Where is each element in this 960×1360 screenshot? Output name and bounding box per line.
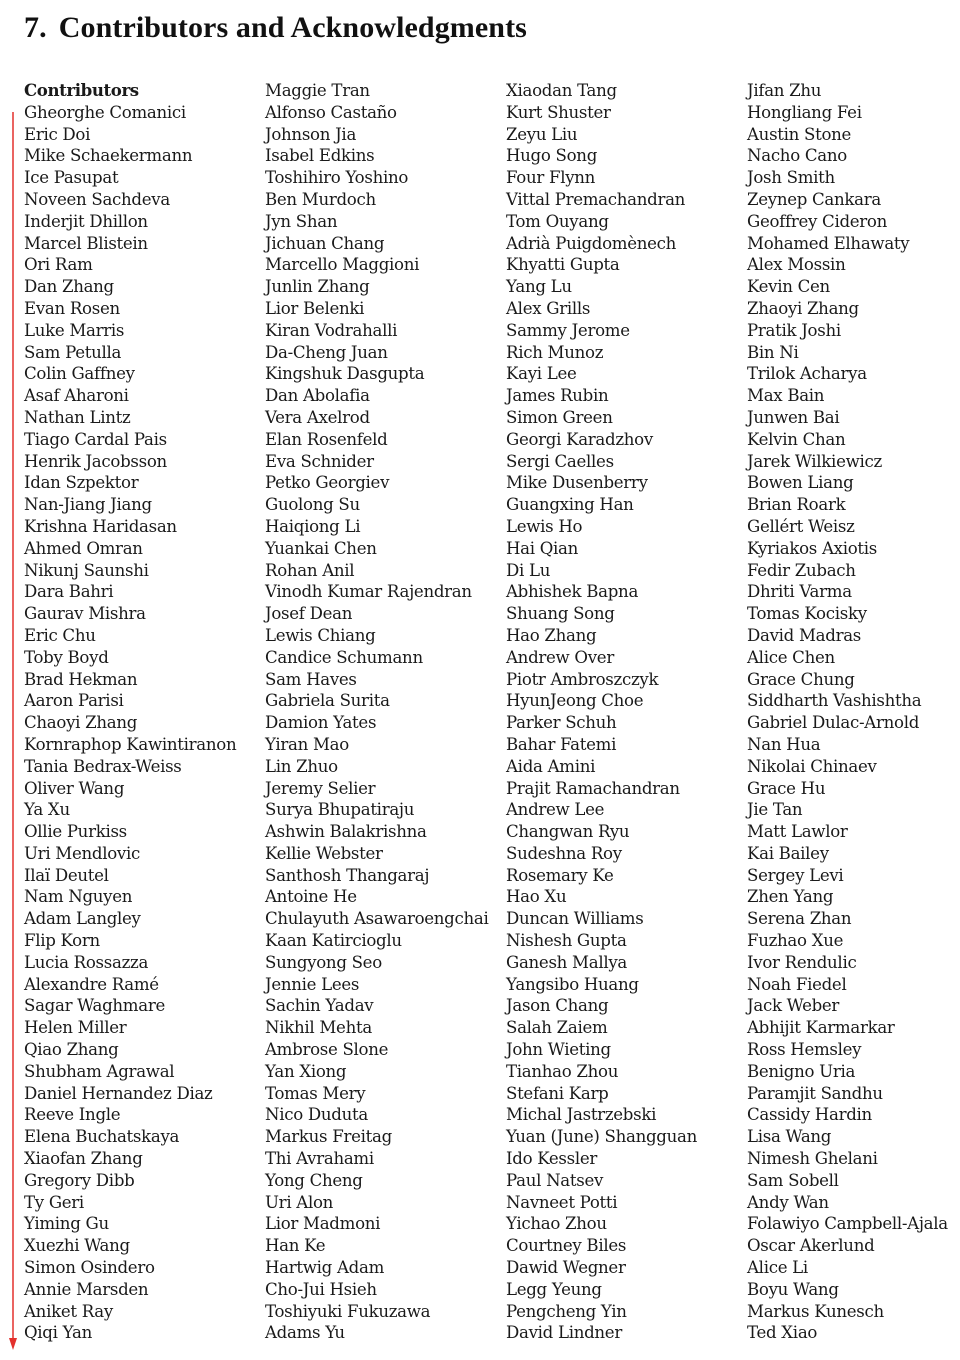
contributor-name: Toby Boyd (24, 647, 109, 667)
contributor-name: Stefani Karp (506, 1083, 609, 1103)
contributor-name: Evan Rosen (24, 298, 120, 318)
contributor-name: Nathan Lintz (24, 407, 131, 427)
contributor-name: Jyn Shan (265, 211, 338, 231)
contributor-name: Jeremy Selier (265, 778, 376, 798)
contributor-name: Serena Zhan (747, 909, 852, 929)
contributor-name: Ilaï Deutel (24, 865, 109, 885)
contributor-name: Idan Szpektor (24, 473, 139, 493)
contributor-name: Zhaoyi Zhang (747, 298, 859, 318)
contributor-name: Lucia Rossazza (24, 952, 149, 972)
contributor-name: Benigno Uria (747, 1061, 856, 1081)
contributor-name: Santhosh Thangaraj (265, 865, 430, 885)
contributor-name: Nikunj Saunshi (24, 560, 149, 580)
contributor-name: Antoine He (265, 887, 357, 907)
contributor-name: Mike Schaekermann (24, 146, 193, 166)
contributor-name: Simon Green (506, 407, 613, 427)
contributor-name: Sammy Jerome (506, 320, 630, 340)
contributor-name: Han Ke (265, 1236, 326, 1256)
section-number: 7. (24, 11, 47, 44)
contributor-name: Junlin Zhang (265, 277, 370, 297)
contributor-name: Toshiyuki Fukuzawa (265, 1301, 431, 1321)
contributor-name: Gabriela Surita (265, 691, 390, 711)
contributor-name: Jason Chang (506, 996, 609, 1016)
contributor-name: Simon Osindero (24, 1258, 155, 1278)
contributor-name: Ben Murdoch (265, 189, 376, 209)
contributor-name: Damion Yates (265, 713, 377, 733)
contributor-name: Cho-Jui Hsieh (265, 1279, 377, 1299)
contributor-name: Chulayuth Asawaroengchai (265, 909, 489, 929)
contributor-name: Kai Bailey (747, 843, 829, 863)
contributor-name: Nimesh Ghelani (747, 1149, 878, 1169)
contributor-name: Yuankai Chen (265, 538, 377, 558)
contributor-name: Eva Schnider (265, 451, 374, 471)
section-heading: Contributors and Acknowledgments (58, 11, 527, 44)
contributor-name: Geoffrey Cideron (747, 211, 888, 231)
contributor-name: Vera Axelrod (265, 407, 370, 427)
contributor-name: Flip Korn (24, 931, 100, 951)
contributor-name: Oliver Wang (24, 778, 125, 798)
contributor-name: Nishesh Gupta (506, 931, 627, 951)
contributor-name: Tomas Mery (265, 1083, 366, 1103)
contributor-name: Jack Weber (747, 996, 840, 1016)
contributor-name: Gregory Dibb (24, 1170, 135, 1190)
contributor-name: Lewis Ho (506, 516, 583, 536)
contributor-name: Paul Natsev (506, 1170, 604, 1190)
contributor-name: James Rubin (506, 386, 609, 406)
contributor-name: Hao Xu (506, 887, 567, 907)
contributor-name: Ori Ram (24, 255, 93, 275)
contributor-name: Kelvin Chan (747, 429, 846, 449)
contributor-name: Dan Abolafia (265, 386, 370, 406)
contributor-name: Abhishek Bapna (506, 582, 639, 602)
contributor-name: Petko Georgiev (265, 473, 390, 493)
contributor-name: Qiao Zhang (24, 1040, 119, 1060)
contributor-name: Jichuan Chang (265, 233, 385, 253)
contributor-name: Pengcheng Yin (506, 1301, 627, 1321)
contributor-name: Yichao Zhou (506, 1214, 607, 1234)
contributor-name: Daniel Hernandez Diaz (24, 1083, 213, 1103)
contributor-name: Ty Geri (24, 1192, 84, 1212)
contributor-name: Ross Hemsley (747, 1040, 862, 1060)
contributor-name: Hugo Song (506, 146, 598, 166)
contributor-name: David Lindner (506, 1323, 622, 1343)
contributor-name: Di Lu (506, 560, 551, 580)
contributor-name: Adams Yu (265, 1323, 345, 1343)
contributor-name: Marcel Blistein (24, 233, 148, 253)
contributor-name: Ya Xu (24, 800, 70, 820)
contributor-name: Yiran Mao (265, 734, 349, 754)
contributor-name: Andrew Over (506, 647, 614, 667)
contributor-name: Sachin Yadav (265, 996, 374, 1016)
contributor-name: Folawiyo Campbell-Ajala (747, 1214, 948, 1234)
contributor-name: Siddharth Vashishtha (747, 691, 922, 711)
contributor-name: Inderjit Dhillon (24, 211, 148, 231)
contributor-name: Kiran Vodrahalli (265, 320, 398, 340)
contributor-name: Nikhil Mehta (265, 1018, 372, 1038)
contributor-name: Yangsibo Huang (506, 974, 639, 994)
contributor-name: Michal Jastrzebski (506, 1105, 657, 1125)
contributor-name: Yiming Gu (24, 1214, 109, 1234)
contributor-name: Lin Zhuo (265, 756, 338, 776)
contributor-name: Boyu Wang (747, 1279, 839, 1299)
contributor-name: Max Bain (747, 386, 825, 406)
contributor-name: Gaurav Mishra (24, 604, 146, 624)
contributor-name: Helen Miller (24, 1018, 127, 1038)
contributor-name: Kurt Shuster (506, 102, 611, 122)
contributor-name: Alexandre Ramé (24, 974, 159, 994)
contributor-name: Surya Bhupatiraju (265, 800, 415, 820)
contributor-name: Austin Stone (747, 124, 852, 144)
contributor-name: Alice Chen (747, 647, 835, 667)
contributor-name: Maggie Tran (265, 81, 370, 100)
contributor-name: Ashwin Balakrishna (265, 822, 427, 842)
contributor-name: Ollie Purkiss (24, 822, 127, 842)
contributor-name: Kaan Katircioglu (265, 931, 402, 951)
contributor-name: Adrià Puigdomènech (506, 233, 677, 253)
contributor-name: Alice Li (747, 1258, 808, 1278)
contributor-name: Piotr Ambroszczyk (506, 669, 659, 689)
contributor-name: Luke Marris (24, 320, 125, 340)
contributor-name: Ice Pasupat (24, 168, 119, 188)
contributor-name: Nacho Cano (747, 146, 847, 166)
contributor-name: Eric Chu (24, 625, 96, 645)
contributor-name: Kevin Cen (747, 277, 830, 297)
contributor-name: Kingshuk Dasgupta (265, 364, 425, 384)
contributor-name: Sergi Caelles (506, 451, 614, 471)
contributors-column-2 (265, 80, 488, 1344)
contributor-name: Nan-Jiang Jiang (24, 495, 152, 515)
contributor-name: Kayi Lee (506, 364, 577, 384)
contributor-name: Sungyong Seo (265, 952, 382, 972)
contributors-list (0, 80, 960, 1350)
contributor-name: Xuezhi Wang (24, 1236, 130, 1256)
contributor-name: Yuan (June) Shangguan (506, 1127, 697, 1147)
contributor-name: Toshihiro Yoshino (265, 168, 409, 188)
contributor-name: Nico Duduta (265, 1105, 368, 1125)
contributor-name: David Madras (747, 625, 862, 645)
contributor-name: Sam Haves (265, 669, 357, 689)
contributors-heading: Contributors (24, 80, 139, 100)
contributor-name: Hao Zhang (506, 625, 597, 645)
contributor-name: Thi Avrahami (265, 1149, 374, 1169)
contributor-name: Legg Yeung (506, 1279, 602, 1299)
contributor-name: Trilok Acharya (747, 364, 867, 384)
contributor-name: Vinodh Kumar Rajendran (265, 582, 472, 602)
contributor-name: Nam Nguyen (24, 887, 133, 907)
contributor-name: Duncan Williams (506, 909, 644, 929)
contributor-name: Junwen Bai (747, 407, 840, 427)
contributor-name: Nikolai Chinaev (747, 756, 877, 776)
contributor-name: Bin Ni (747, 342, 799, 362)
contributor-name: Prajit Ramachandran (506, 778, 680, 798)
contributor-name: Lior Belenki (265, 298, 365, 318)
contributor-name: Henrik Jacobsson (24, 451, 167, 471)
contributor-name: Aida Amini (506, 756, 596, 776)
contributor-name: Johnson Jia (265, 124, 357, 144)
contributor-name: Gheorghe Comanici (24, 102, 186, 122)
contributor-name: Ted Xiao (747, 1323, 818, 1343)
contributor-name: Josef Dean (265, 604, 353, 624)
contributor-name: Tianhao Zhou (506, 1061, 619, 1081)
contributor-name: Gabriel Dulac-Arnold (747, 713, 920, 733)
contributor-name: Cassidy Hardin (747, 1105, 872, 1125)
contributor-name: Andy Wan (747, 1192, 829, 1212)
contributor-name: Da-Cheng Juan (265, 342, 388, 362)
contributor-name: Tomas Kocisky (747, 604, 867, 624)
contributor-name: Jennie Lees (265, 974, 360, 994)
contributor-name: Sagar Waghmare (24, 996, 165, 1016)
contributors-column-4 (747, 80, 948, 1344)
contributor-name: Sergey Levi (747, 865, 844, 885)
contributor-name: Bahar Fatemi (506, 734, 617, 754)
contributor-name: Sam Petulla (24, 342, 122, 362)
contributor-name: Dan Zhang (24, 277, 114, 297)
contributor-name: Abhijit Karmarkar (747, 1018, 895, 1038)
contributor-name: Elan Rosenfeld (265, 429, 388, 449)
contributor-name: Aaron Parisi (24, 691, 124, 711)
contributor-name: Annie Marsden (24, 1279, 149, 1299)
contributor-name: Marcello Maggioni (265, 255, 420, 275)
contributor-name: Shuang Song (506, 604, 615, 624)
contributor-name: Reeve Ingle (24, 1105, 121, 1125)
contributor-name: Tom Ouyang (506, 211, 609, 231)
contributor-name: Fuzhao Xue (747, 931, 844, 951)
contributor-name: Uri Mendlovic (24, 843, 140, 863)
contributor-name: Alex Grills (506, 298, 591, 318)
contributor-name: Khyatti Gupta (506, 255, 620, 275)
contributor-name: Uri Alon (265, 1192, 334, 1212)
contributor-name: Brian Roark (747, 495, 846, 515)
contributor-name: Jie Tan (747, 800, 803, 820)
contributor-name: Adam Langley (24, 909, 141, 929)
contributor-name: Hai Qian (506, 538, 579, 558)
contributor-name: Asaf Aharoni (24, 386, 129, 406)
contributor-name: Parker Schuh (506, 713, 617, 733)
contributor-name: Grace Chung (747, 669, 855, 689)
contributor-name: Zhen Yang (747, 887, 834, 907)
contributor-name: Mike Dusenberry (506, 473, 648, 493)
contributor-name: Ahmed Omran (24, 538, 143, 558)
contributor-name: Alfonso Castaño (265, 102, 397, 122)
contributor-name: Matt Lawlor (747, 822, 848, 842)
contributor-name: Xiaodan Tang (506, 81, 617, 100)
contributor-name: Vittal Premachandran (506, 189, 686, 209)
contributor-name: Xiaofan Zhang (24, 1149, 143, 1169)
contributor-name: Tania Bedrax-Weiss (24, 756, 182, 776)
contributor-name: Dawid Wegner (506, 1258, 626, 1278)
contributor-name: Dhriti Varma (747, 582, 852, 602)
contributor-name: Bowen Liang (747, 473, 854, 493)
contributor-name: Nan Hua (747, 734, 821, 754)
contributor-name: Markus Kunesch (747, 1301, 884, 1321)
contributor-name: Rich Munoz (506, 342, 604, 362)
contributors-column-3 (506, 80, 697, 1344)
contributor-name: Aniket Ray (24, 1301, 113, 1321)
contributor-name: Josh Smith (747, 168, 835, 188)
contributor-name: Gellért Weisz (747, 516, 855, 536)
contributor-name: Grace Hu (747, 778, 826, 798)
contributor-name: Lior Madmoni (265, 1214, 381, 1234)
contributor-name: Courtney Biles (506, 1236, 627, 1256)
contributor-name: Haiqiong Li (265, 516, 361, 536)
contributor-name: Paramjit Sandhu (747, 1083, 883, 1103)
contributor-name: Ivor Rendulic (747, 952, 857, 972)
contributor-name: Navneet Potti (506, 1192, 618, 1212)
contributor-name: Guangxing Han (506, 495, 634, 515)
contributor-name: Ido Kessler (506, 1149, 598, 1169)
contributor-name: Four Flynn (506, 168, 596, 188)
contributor-name: John Wieting (506, 1040, 611, 1060)
contributors-column-1 (24, 80, 236, 1344)
contributor-name: Fedir Zubach (747, 560, 856, 580)
contributor-name: HyunJeong Choe (506, 691, 644, 711)
contributor-name: Oscar Akerlund (747, 1236, 875, 1256)
contributor-name: Colin Gaffney (24, 364, 135, 384)
contributor-name: Eric Doi (24, 124, 91, 144)
contributor-name: Shubham Agrawal (24, 1061, 175, 1081)
contributor-name: Candice Schumann (265, 647, 423, 667)
contributor-name: Salah Zaiem (506, 1018, 608, 1038)
contributor-name: Ambrose Slone (265, 1040, 389, 1060)
contributor-name: Zeyu Liu (506, 124, 578, 144)
contributor-name: Hartwig Adam (265, 1258, 385, 1278)
contributor-name: Andrew Lee (506, 800, 605, 820)
section-title (24, 8, 527, 48)
contributor-name: Kornraphop Kawintiranon (24, 734, 237, 754)
contributor-name: Kellie Webster (265, 843, 383, 863)
contributor-name: Isabel Edkins (265, 146, 375, 166)
contributor-name: Changwan Ryu (506, 822, 630, 842)
contributor-name: Mohamed Elhawaty (747, 233, 910, 253)
contributor-name: Dara Bahri (24, 582, 114, 602)
contributor-name: Qiqi Yan (24, 1323, 92, 1343)
contributor-name: Lewis Chiang (265, 625, 376, 645)
contributor-name: Chaoyi Zhang (24, 713, 138, 733)
contributor-name: Yong Cheng (265, 1170, 363, 1190)
contributor-name: Jarek Wilkiewicz (747, 451, 882, 471)
contributor-name: Zeynep Cankara (747, 189, 881, 209)
contributor-name: Pratik Joshi (747, 320, 841, 340)
contributor-name: Alex Mossin (747, 255, 846, 275)
contributor-name: Brad Hekman (24, 669, 138, 689)
contributor-name: Georgi Karadzhov (506, 429, 653, 449)
contributor-name: Hongliang Fei (747, 102, 862, 122)
contributor-name: Tiago Cardal Pais (24, 429, 167, 449)
contributor-name: Noveen Sachdeva (24, 189, 170, 209)
contributor-name: Noah Fiedel (747, 974, 847, 994)
contributor-name: Sudeshna Roy (506, 843, 622, 863)
contributor-name: Sam Sobell (747, 1170, 839, 1190)
contributor-name: Markus Freitag (265, 1127, 392, 1147)
contributor-name: Elena Buchatskaya (24, 1127, 180, 1147)
contributor-name: Yang Lu (506, 277, 572, 297)
contributor-name: Kyriakos Axiotis (747, 538, 878, 558)
contributor-name: Rohan Anil (265, 560, 355, 580)
contributor-name: Yan Xiong (265, 1061, 347, 1081)
contributor-name: Krishna Haridasan (24, 516, 177, 536)
contributor-name: Ganesh Mallya (506, 952, 627, 972)
contributor-name: Jifan Zhu (747, 81, 822, 100)
contributor-name: Lisa Wang (747, 1127, 832, 1147)
contributor-name: Guolong Su (265, 495, 360, 515)
contributor-name: Rosemary Ke (506, 865, 614, 885)
